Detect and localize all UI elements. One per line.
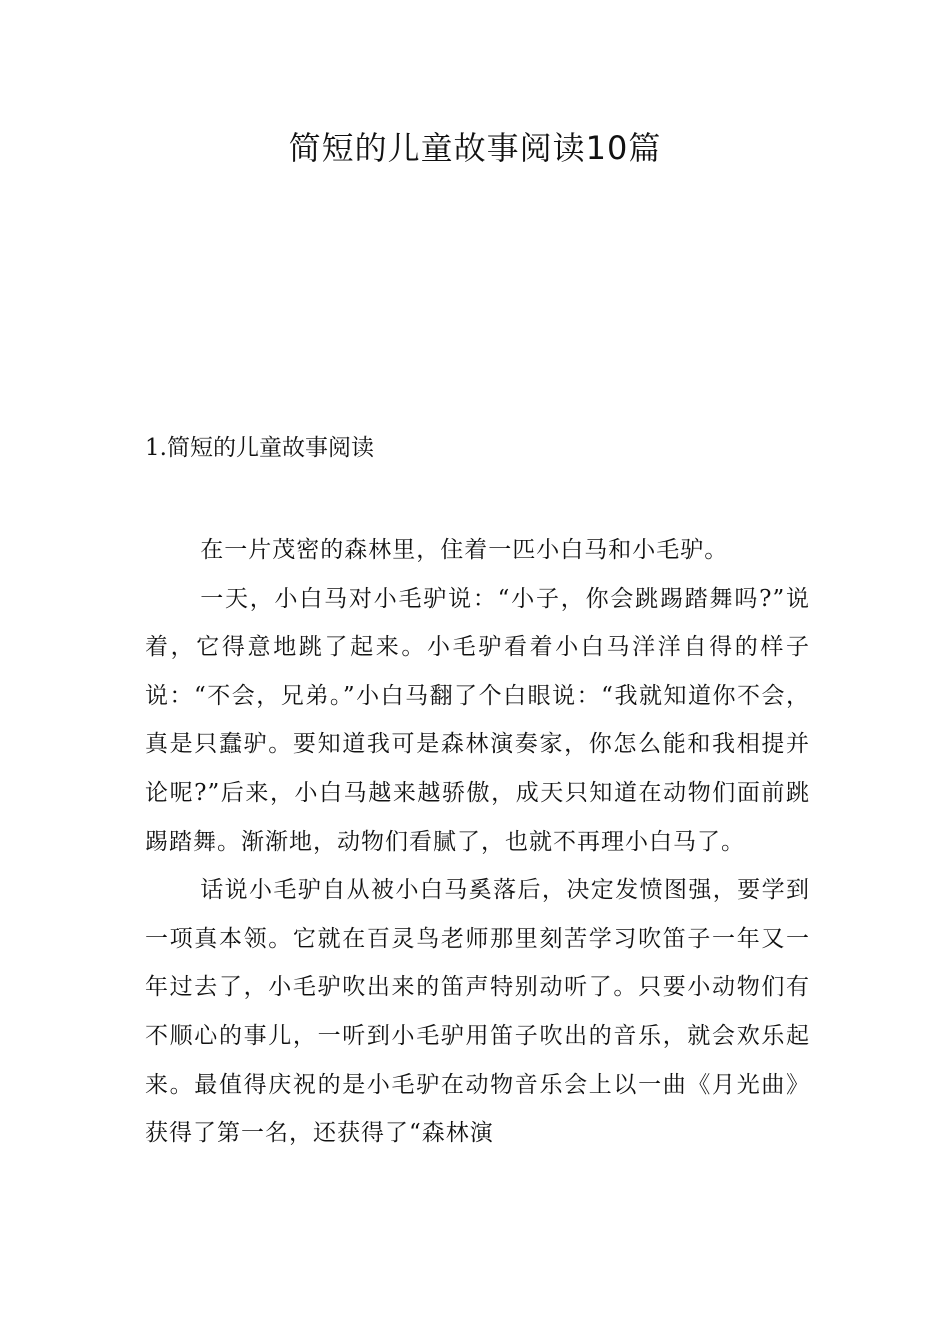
story-body xyxy=(145,526,810,1158)
section-heading: 1.简短的儿童故事阅读 xyxy=(145,435,374,461)
story-paragraph: 一天，小白马对小毛驴说：“小子，你会跳踢踏舞吗?”说着，它得意地跳了起来。小毛驴看着小白马洋洋自得的样子说：“不会，兄弟。”小白马翻了个白眼说：“我就知道你不会，真是只蠢驴。要知道我可是森林演奏家，你怎么能和我相提并论呢?”后来，小白马越来越骄傲，成天只知道在动物们面前跳踢踏舞。渐渐地，动物们看腻了，也就不再理小白马了。 xyxy=(145,585,810,855)
story-paragraph: 话说小毛驴自从被小白马奚落后，决定发愤图强，要学到一项真本领。它就在百灵鸟老师那里刻苦学习吹笛子一年又一年过去了，小毛驴吹出来的笛声特别动听了。只要小动物们有不顺心的事儿，一听到小毛驴用笛子吹出的音乐，就会欢乐起来。最值得庆祝的是小毛驴在动物音乐会上以一曲《月光曲》获得了第一名，还获得了“森林演 xyxy=(145,877,810,1147)
story-paragraph: 在一片茂密的森林里，住着一匹小白马和小毛驴。 xyxy=(200,537,729,563)
document-title: 简短的儿童故事阅读10篇 xyxy=(288,129,662,167)
